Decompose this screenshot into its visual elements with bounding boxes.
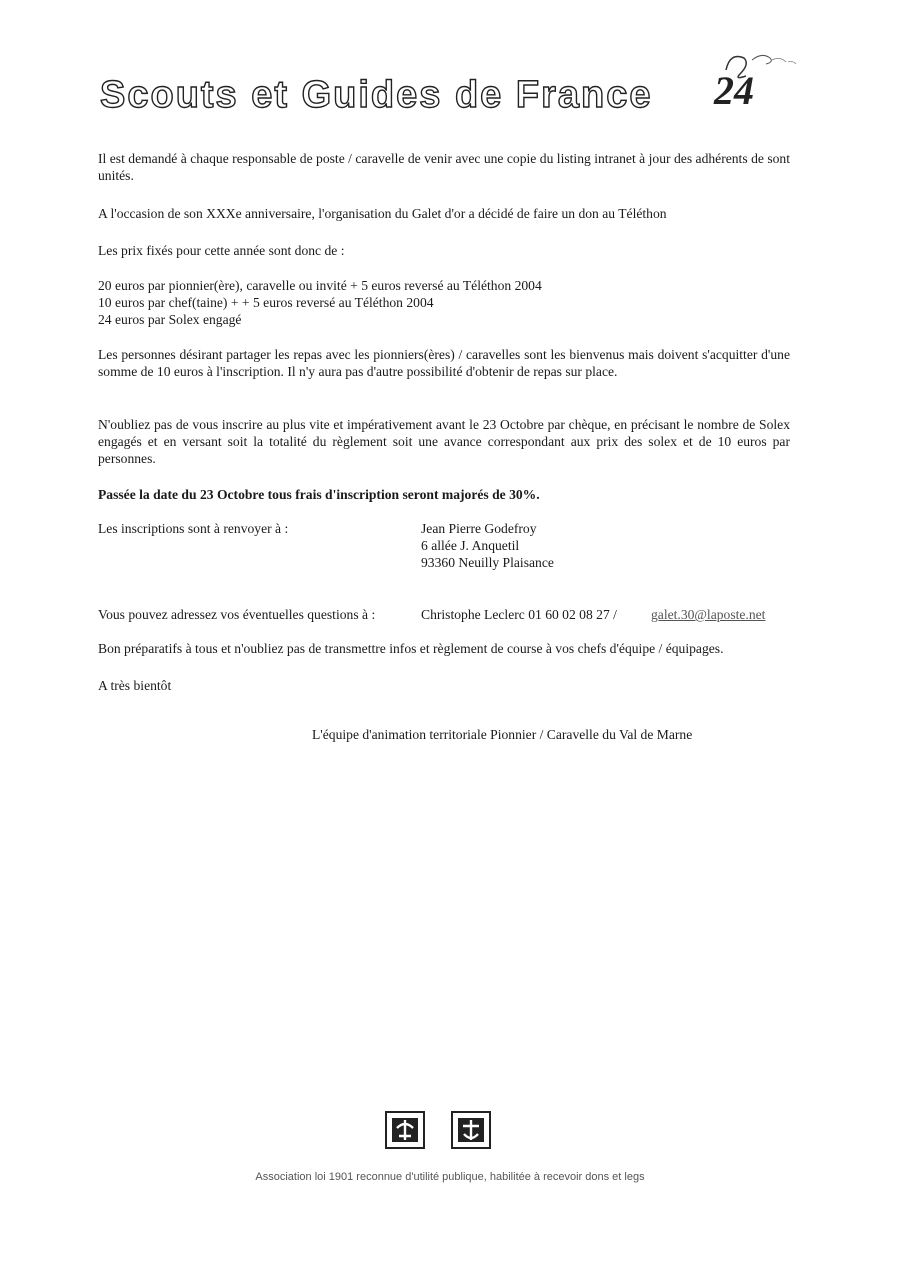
paragraph-anniversary: A l'occasion de son XXXe anniversaire, l'organisation du Galet d'or a décidé de faire un don au Téléthon xyxy=(98,206,667,221)
address-name: Jean Pierre Godefroy xyxy=(421,521,537,536)
footer-scout-emblems xyxy=(384,1108,504,1152)
scout-emblem-right xyxy=(452,1112,490,1148)
questions-label: Vous pouvez adressez vos éventuelles questions à : xyxy=(98,607,376,622)
closing-greeting: A très bientôt xyxy=(98,678,172,693)
inscriptions-label: Les inscriptions sont à renvoyer à : xyxy=(98,521,289,536)
handwritten-number-mark xyxy=(700,42,800,122)
price-line-pionnier: 20 euros par pionnier(ère), caravelle ou invité + 5 euros reversé au Téléthon 2004 xyxy=(98,278,542,293)
late-fee-warning: Passée la date du 23 Octobre tous frais d'inscription seront majorés de 30%. xyxy=(98,487,540,502)
address-street: 6 allée J. Anquetil xyxy=(421,538,520,553)
paragraph-prices-intro: Les prix fixés pour cette année sont donc de : xyxy=(98,243,345,258)
paragraph-listing: Il est demandé à chaque responsable de poste / caravelle de venir avec une copie du listing intranet à jour des adhérents de sont unités. xyxy=(98,151,790,183)
scout-emblem-left xyxy=(386,1112,424,1148)
price-line-solex: 24 euros par Solex engagé xyxy=(98,312,242,327)
questions-contact: Christophe Leclerc 01 60 02 08 27 / xyxy=(421,607,617,622)
handwritten-number-text: 24 xyxy=(714,68,754,113)
questions-email-link[interactable]: galet.30@laposte.net xyxy=(651,607,766,622)
paragraph-meals: Les personnes désirant partager les repas avec les pionniers(ères) / caravelles sont les bienvenus mais doivent s'acquitter d'une somme de 10 euros à l'inscription. Il n'y aura pas d'autre possibilité d'obtenir de repas sur place. xyxy=(98,347,790,379)
footer-association: Association loi 1901 reconnue d'utilité publique, habilitée à recevoir dons et legs xyxy=(255,1171,645,1183)
closing-paragraph: Bon préparatifs à tous et n'oubliez pas de transmettre infos et règlement de course à vos chefs d'équipe / équipages. xyxy=(98,641,724,656)
price-line-chef: 10 euros par chef(taine) + + 5 euros reversé au Téléthon 2004 xyxy=(98,295,434,310)
letterhead-title: Scouts et Guides de France xyxy=(100,74,653,116)
address-city: 93360 Neuilly Plaisance xyxy=(421,555,554,570)
signature-line: L'équipe d'animation territoriale Pionnier / Caravelle du Val de Marne xyxy=(312,727,693,742)
paragraph-registration: N'oubliez pas de vous inscrire au plus vite et impérativement avant le 23 Octobre par chèque, en précisant le nombre de Solex engagés et en versant soit la totalité du règlement soit une avance correspondant aux prix des solex et de 10 euros par personnes. xyxy=(98,417,790,466)
